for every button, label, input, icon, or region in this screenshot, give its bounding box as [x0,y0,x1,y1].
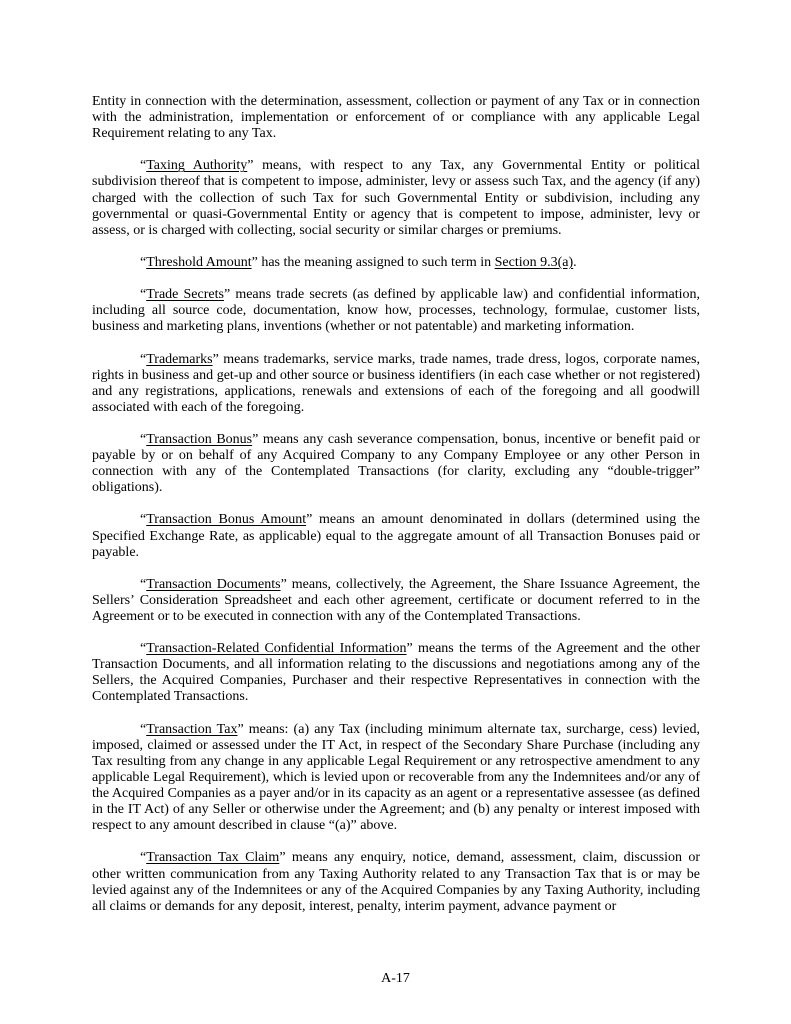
paragraph-text: “ [140,850,147,866]
page-number: A-17 [381,971,410,986]
paragraph [92,577,700,625]
defined-term: Transaction Tax Claim [146,850,280,866]
paragraph-text: ” means trademarks, service marks, trade names, trade dress, logos, corporate names, rights in business and get-up and other source or business identifiers (in each case whether or not registered) and any registrations, applications, renewals and extensions of each of the foregoing and all goodwill associated with each of the foregoing. [92,351,700,415]
paragraph [92,432,700,496]
paragraph-text: ” has the meaning assigned to such term in [251,254,495,270]
paragraph-text: “ [140,158,147,174]
paragraph [92,158,700,238]
defined-term: Trademarks [146,351,213,367]
defined-term: Threshold Amount [146,254,252,270]
defined-term: Section 9.3(a) [494,254,574,270]
paragraph-text: ” means, collectively, the Agreement, the Share Issuance Agreement, the Sellers’ Consideration Spreadsheet and each other agreement, certificate or document referred to in the Agreement or to be executed in connection with any of the Contemplated Transactions. [92,576,700,624]
defined-term: Transaction Bonus Amount [146,512,307,528]
paragraph-text: “ [140,287,147,303]
paragraph [92,722,700,835]
paragraph-text: ” means: (a) any Tax (including minimum alternate tax, surcharge, cess) levied, imposed, claimed or assessed under the IT Act, in respect of the Secondary Share Purchase (including any Tax resulting from any change in any applicable Legal Requirement or any retrospective amendment to any applicable Legal Requirement), which is levied upon or recoverable from any the Indemnitees and/or any of the Acquired Companies as a payer and/or in its capacity as an agent or a representative assessee (as defined in the IT Act) of any Seller or otherwise under the Agreement; and (b) any penalty or interest imposed with respect to any amount described in clause “(a)” above. [92,721,700,834]
paragraph [92,512,700,560]
paragraph-text: “ [140,512,147,528]
paragraph-text: . [573,254,577,270]
paragraph-text: “ [140,641,147,657]
document-body [92,94,700,931]
paragraph-text: “ [140,721,147,737]
paragraph-text: “ [140,351,147,367]
paragraph [92,287,700,335]
paragraph-text: ” means an amount denominated in dollars (determined using the Specified Exchange Rate, as applicable) equal to the aggregate amount of all Transaction Bonuses paid or payable. [92,512,700,560]
paragraph-text: ” means any cash severance compensation, bonus, incentive or benefit paid or payable by or on behalf of any Acquired Company to any Company Employee or any other Person in connection with any of the Contemplated Transactions (for clarity, excluding any “double-trigger” obligations). [92,431,700,496]
paragraph-text: “ [140,576,147,592]
paragraph [92,850,700,914]
defined-term: Transaction Bonus [146,431,253,447]
paragraph-text: ” means the terms of the Agreement and the other Transaction Documents, and all information relating to the discussions and negotiations among any of the Sellers, the Acquired Companies, Purchaser and their respective Representatives in connection with the Contemplated Transactions. [92,641,700,705]
paragraph [92,352,700,416]
paragraph [92,641,700,705]
defined-term: Transaction-Related Confidential Information [146,641,407,657]
paragraph-text: ” means trade secrets (as defined by applicable law) and confidential information, including all source code, documentation, know how, processes, technology, formulae, customer lists, business and marketing plans, inventions (whether or not patentable) and marketing information. [92,287,700,335]
defined-term: Transaction Documents [146,576,281,592]
paragraph-text: ” means any enquiry, notice, demand, assessment, claim, discussion or other written communication from any Taxing Authority related to any Transaction Tax that is or may be levied against any of the Indemnitees or any of the Acquired Companies by any Taxing Authority, including all claims or demands for any deposit, interest, penalty, interim payment, advance payment or [92,850,700,914]
paragraph-text: ” means, with respect to any Tax, any Governmental Entity or political subdivision thereof that is competent to impose, administer, levy or assess such Tax, and the agency (if any) charged with the collection of such Tax for such Governmental Entity or subdivision, including any governmental or quasi-Governmental Entity or agency that is competent to impose, administer, levy or assess, or is charged with collecting, social security or similar charges or premiums. [92,158,700,238]
paragraph-text: Entity in connection with the determination, assessment, collection or payment of any Tax or in connection with the administration, implementation or enforcement of or compliance with any applicable Legal Requirement relating to any Tax. [92,94,700,142]
paragraph [92,94,700,142]
paragraph-text: “ [140,431,147,447]
defined-term: Transaction Tax [146,721,238,737]
paragraph-text: “ [140,254,147,270]
paragraph [92,255,700,271]
defined-term: Taxing Authority [146,158,248,174]
defined-term: Trade Secrets [146,287,224,303]
